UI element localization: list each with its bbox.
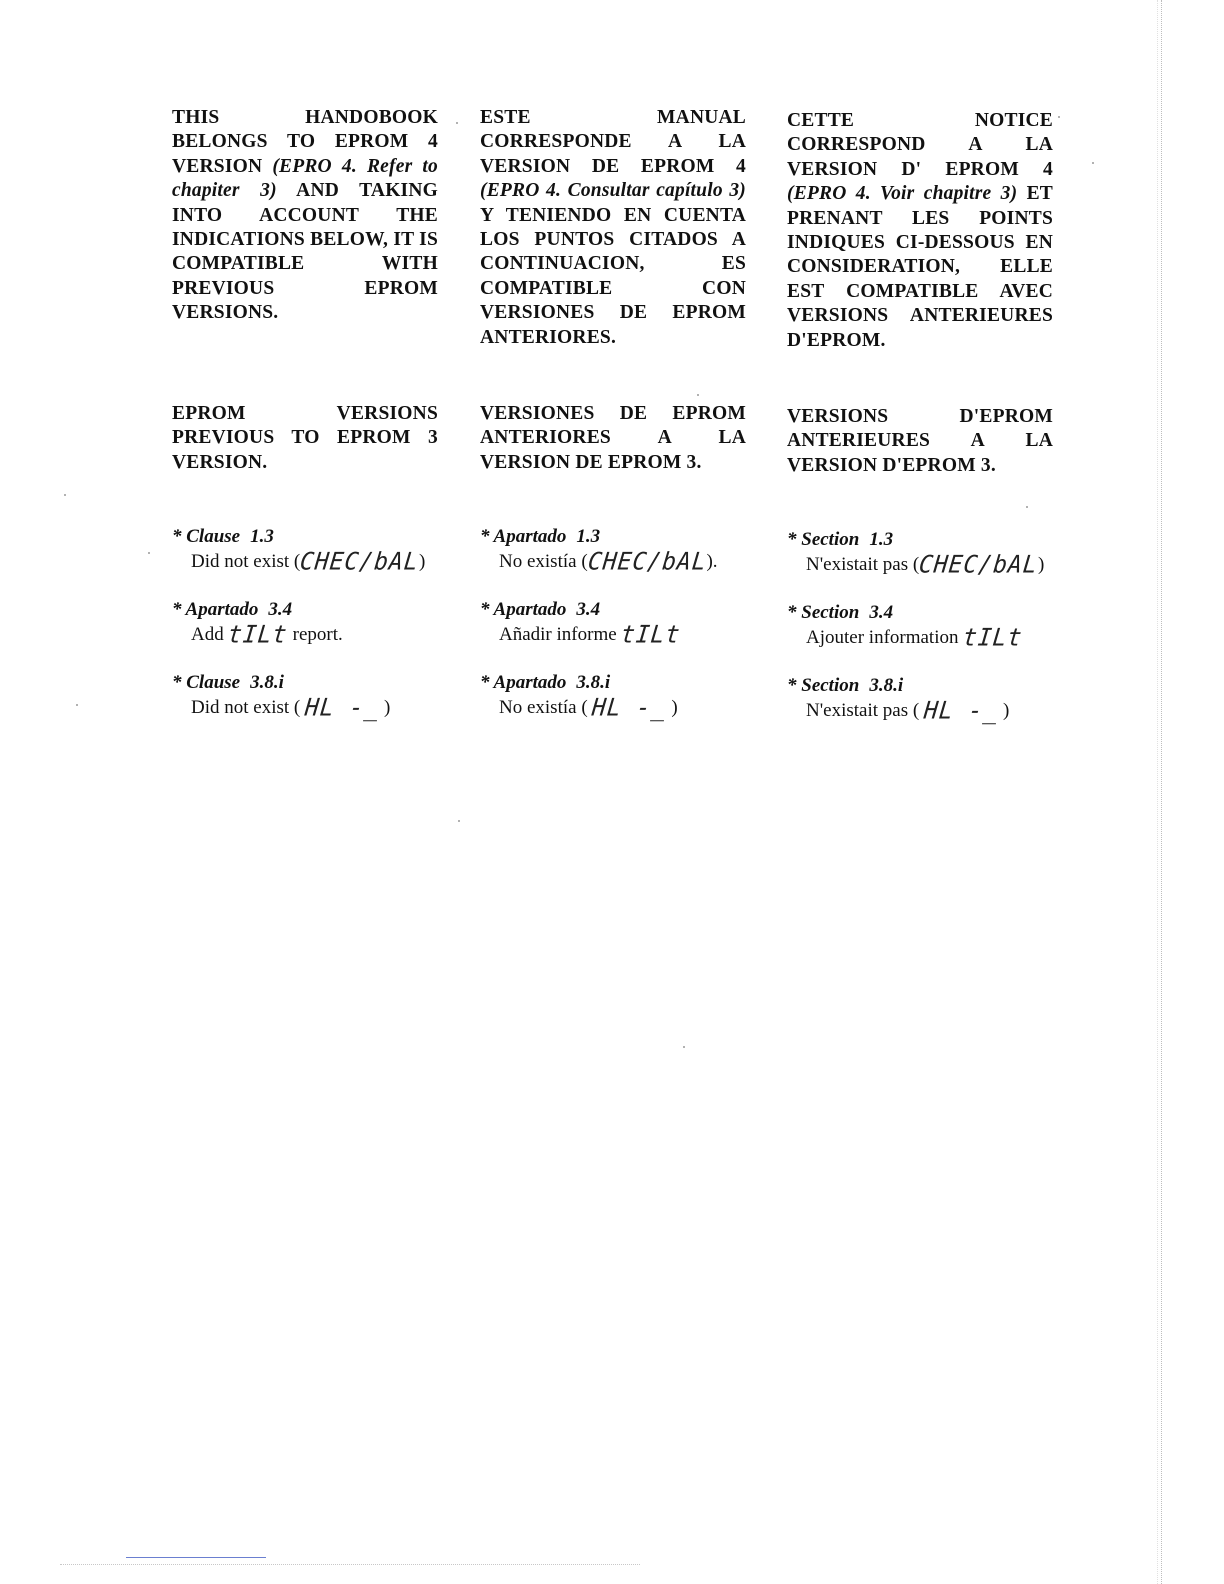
item-body xyxy=(806,625,1077,651)
item-body xyxy=(499,549,770,575)
item-text-end: report. xyxy=(287,624,343,645)
scan-speck xyxy=(458,820,460,822)
scan-edge-line xyxy=(1159,0,1162,1584)
item-label: * Apartado xyxy=(480,672,567,693)
item-label: * Section xyxy=(787,675,860,696)
intro-paragraph xyxy=(480,106,746,350)
intro-text-end: Y TENIENDO EN CUENTA LOS PUNTOS CITADOS A CONTINUACION, ES COMPATIBLE CON VERSIONES DE EPROM ANTERIORES. xyxy=(480,204,746,348)
item-label: * Clause xyxy=(172,672,241,693)
item-text: No existía ( xyxy=(499,697,593,718)
lcd-display-text: tILt xyxy=(619,621,683,649)
item-text-end: ) xyxy=(666,697,678,718)
item-body xyxy=(806,552,1077,578)
item-text-end: ) xyxy=(1037,554,1045,575)
item-title xyxy=(787,528,1077,552)
intro-text-italic: (EPRO 4. Refer to chapiter 3) xyxy=(172,155,438,202)
list-item xyxy=(480,598,770,648)
item-number: 3.8.i xyxy=(250,672,284,693)
item-number: 1.3 xyxy=(576,526,601,547)
item-number: 3.4 xyxy=(268,599,293,620)
intro-paragraph xyxy=(172,106,438,326)
list-item xyxy=(787,601,1077,651)
list-item xyxy=(172,525,462,575)
item-title xyxy=(480,598,770,622)
intro-text-italic: (EPRO 4. Voir chapitre 3) xyxy=(787,183,1018,205)
scan-speck xyxy=(456,122,458,124)
lcd-display-text: HL -_ xyxy=(922,697,1000,725)
list-item xyxy=(480,525,770,575)
item-title xyxy=(787,601,1077,625)
item-text-end: ). xyxy=(706,551,718,572)
intro-text-start: CETTE NOTICE CORRESPOND A LA VERSION D' EPROM 4 xyxy=(787,110,1053,180)
item-title xyxy=(172,598,462,622)
section-heading: EPROM VERSIONS PREVIOUS TO EPROM 3 VERSION. xyxy=(172,403,438,473)
item-text: Add xyxy=(191,624,229,645)
scan-speck xyxy=(76,704,78,706)
item-body xyxy=(499,622,770,648)
section-heading: VERSIONS D'EPROM ANTERIEURES A LA VERSION D'EPROM 3. xyxy=(787,406,1053,476)
item-text: Ajouter information xyxy=(806,627,964,648)
item-text: N'existait pas ( xyxy=(806,700,924,721)
section-heading: VERSIONES DE EPROM ANTERIORES A LA VERSION DE EPROM 3. xyxy=(480,403,746,473)
scan-artifact-line xyxy=(126,1557,266,1558)
scan-artifact-dots xyxy=(60,1564,640,1566)
scan-speck xyxy=(1092,162,1094,164)
item-number: 1.3 xyxy=(869,529,894,550)
lcd-display-text: HL -_ xyxy=(303,694,381,722)
item-body xyxy=(806,698,1077,724)
lcd-display-text: CHEC/bAL xyxy=(298,548,421,576)
item-text: No existía ( xyxy=(499,551,588,572)
lcd-display-text: HL -_ xyxy=(590,694,669,722)
scan-speck xyxy=(1058,116,1060,118)
item-title xyxy=(787,674,1077,698)
item-number: 3.8.i xyxy=(576,672,611,693)
item-text-end: ) xyxy=(419,551,426,572)
item-label: * Section xyxy=(787,529,860,550)
lcd-display-text: tILt xyxy=(227,621,290,649)
lcd-display-text: CHEC/bAL xyxy=(917,551,1040,579)
item-label: * Apartado xyxy=(480,599,567,620)
item-text: Añadir informe xyxy=(499,624,622,645)
scan-edge-line xyxy=(1156,0,1158,1584)
item-label: * Apartado xyxy=(172,599,259,620)
scan-speck xyxy=(148,552,150,554)
scan-speck xyxy=(64,494,66,496)
item-title xyxy=(172,671,462,695)
item-number: 3.4 xyxy=(576,599,601,620)
lcd-display-text: CHEC/bAL xyxy=(586,548,708,576)
item-title xyxy=(172,525,462,549)
item-text-end: ) xyxy=(379,697,391,718)
item-title xyxy=(480,671,770,695)
intro-paragraph xyxy=(787,109,1053,353)
item-label: * Clause xyxy=(172,526,241,547)
intro-text-start: ESTE MANUAL CORRESPONDE A LA VERSION DE EPROM 4 xyxy=(480,107,746,177)
scan-speck xyxy=(1026,506,1028,508)
list-item xyxy=(480,671,770,721)
list-item xyxy=(787,674,1077,724)
item-text: Did not exist ( xyxy=(191,551,301,572)
intro-text-italic: (EPRO 4. Consultar capítulo 3) xyxy=(480,180,746,202)
item-label: * Section xyxy=(787,602,860,623)
item-text: N'existait pas ( xyxy=(806,554,920,575)
list-item xyxy=(787,528,1077,578)
lcd-display-text: tILt xyxy=(961,624,1025,652)
intro-text-start: THIS HANDOBOOK BELONGS TO EPROM 4 VERSION xyxy=(172,107,438,177)
item-text-end: ) xyxy=(998,700,1010,721)
intro-text-end: ET PRENANT LES POINTS INDIQUES CI-DESSOUS EN CONSIDERATION, ELLE EST COMPATIBLE AVEC VERSIONS ANTERIEURES D'EPROM. xyxy=(787,183,1053,351)
intro-text-end: AND TAKING INTO ACCOUNT THE INDICATIONS BELOW, IT IS COMPATIBLE WITH PREVIOUS EPROM VERSIONS. xyxy=(172,180,438,324)
item-label: * Apartado xyxy=(480,526,567,547)
item-number: 1.3 xyxy=(250,526,274,547)
item-body xyxy=(191,549,462,575)
item-number: 3.8.i xyxy=(869,675,904,696)
scan-speck xyxy=(697,394,699,396)
item-title xyxy=(480,525,770,549)
item-body xyxy=(499,695,770,721)
item-text: Did not exist ( xyxy=(191,697,305,718)
item-number: 3.4 xyxy=(869,602,894,623)
list-item xyxy=(172,598,462,648)
item-body xyxy=(191,695,462,721)
list-item xyxy=(172,671,462,721)
item-body xyxy=(191,622,462,648)
scan-speck xyxy=(683,1046,685,1048)
